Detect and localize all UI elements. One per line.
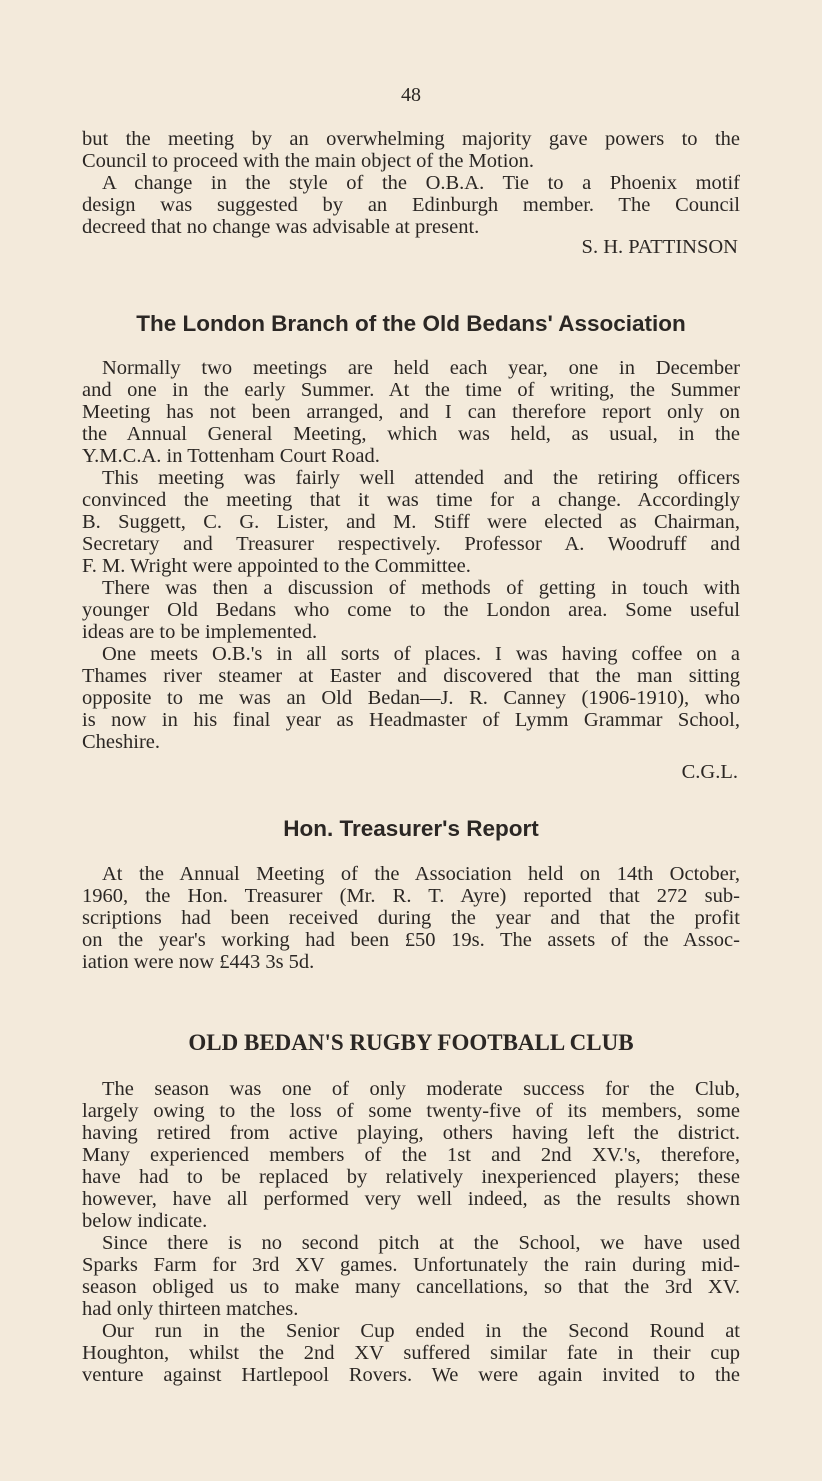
text-line: There was then a discussion of methods of getting in touch with bbox=[102, 577, 740, 599]
text-line: season obliged us to make many cancellations, so that the 3rd XV. bbox=[82, 1276, 740, 1298]
text-line: venture against Hartlepool Rovers. We were again invited to the bbox=[82, 1364, 740, 1386]
text-line: At the Annual Meeting of the Association held on 14th October, bbox=[102, 863, 740, 885]
london-branch-section bbox=[82, 357, 740, 783]
text-line: 1960, the Hon. Treasurer (Mr. R. T. Ayre) reported that 272 sub- bbox=[82, 885, 740, 907]
text-line: The season was one of only moderate success for the Club, bbox=[102, 1078, 740, 1100]
text-line: Cheshire. bbox=[82, 731, 160, 753]
oba-minutes-section bbox=[82, 128, 740, 258]
text-line: decreed that no change was advisable at present. bbox=[82, 216, 480, 238]
text-line: Our run in the Senior Cup ended in the Second Round at bbox=[102, 1320, 740, 1342]
text-line: largely owing to the loss of some twenty-five of its members, some bbox=[82, 1100, 740, 1122]
text-line: having retired from active playing, others having left the district. bbox=[82, 1122, 740, 1144]
text-line: F. M. Wright were appointed to the Committee. bbox=[82, 555, 471, 577]
text-line: Council to proceed with the main object of the Motion. bbox=[82, 150, 535, 172]
section-heading-rugby: OLD BEDAN'S RUGBY FOOTBALL CLUB bbox=[188, 1030, 634, 1055]
text-line: ideas are to be implemented. bbox=[82, 621, 318, 643]
text-line: the Annual General Meeting, which was held, as usual, in the bbox=[82, 423, 740, 445]
text-line: Houghton, whilst the 2nd XV suffered similar fate in their cup bbox=[82, 1342, 740, 1364]
text-line: and one in the early Summer. At the time of writing, the Summer bbox=[82, 379, 740, 401]
text-line: convinced the meeting that it was time for a change. Accordingly bbox=[82, 489, 740, 511]
page-number: 48 bbox=[401, 84, 421, 106]
text-line: Sparks Farm for 3rd XV games. Unfortunately the rain during mid- bbox=[82, 1254, 740, 1276]
signature: C.G.L. bbox=[681, 761, 738, 783]
text-line: however, have all performed very well indeed, as the results shown bbox=[82, 1188, 740, 1210]
text-line: scriptions had been received during the year and that the profit bbox=[82, 907, 740, 929]
text-line: A change in the style of the O.B.A. Tie to a Phoenix motif bbox=[102, 172, 740, 194]
section-heading-london-branch: The London Branch of the Old Bedans' Association bbox=[136, 311, 686, 336]
text-line: is now in his final year as Headmaster of Lymm Grammar School, bbox=[82, 709, 740, 731]
text-line: but the meeting by an overwhelming majority gave powers to the bbox=[82, 128, 740, 150]
text-line: on the year's working had been £50 19s. The assets of the Assoc- bbox=[82, 929, 740, 951]
text-line: had only thirteen matches. bbox=[82, 1298, 299, 1320]
text-line: Y.M.C.A. in Tottenham Court Road. bbox=[82, 445, 380, 467]
text-line: Many experienced members of the 1st and 2nd XV.'s, therefore, bbox=[82, 1144, 740, 1166]
text-line: Thames river steamer at Easter and discovered that the man sitting bbox=[82, 665, 740, 687]
rugby-section bbox=[82, 1078, 740, 1386]
text-line: B. Suggett, C. G. Lister, and M. Stiff were elected as Chairman, bbox=[82, 511, 740, 533]
text-line: Since there is no second pitch at the School, we have used bbox=[102, 1232, 740, 1254]
text-line: younger Old Bedans who come to the London area. Some useful bbox=[82, 599, 740, 621]
signature: S. H. PATTINSON bbox=[581, 236, 738, 258]
treasurer-section bbox=[82, 863, 740, 973]
text-line: opposite to me was an Old Bedan—J. R. Canney (1906-1910), who bbox=[82, 687, 740, 709]
text-line: design was suggested by an Edinburgh member. The Council bbox=[82, 194, 740, 216]
text-line: iation were now £443 3s 5d. bbox=[82, 951, 315, 973]
text-line: Meeting has not been arranged, and I can therefore report only on bbox=[82, 401, 740, 423]
text-line: have had to be replaced by relatively inexperienced players; these bbox=[82, 1166, 740, 1188]
text-line: below indicate. bbox=[82, 1210, 208, 1232]
text-line: Normally two meetings are held each year, one in December bbox=[102, 357, 740, 379]
text-line: One meets O.B.'s in all sorts of places. I was having coffee on a bbox=[102, 643, 740, 665]
section-heading-treasurer: Hon. Treasurer's Report bbox=[283, 816, 539, 841]
text-line: Secretary and Treasurer respectively. Professor A. Woodruff and bbox=[82, 533, 740, 555]
text-line: This meeting was fairly well attended and the retiring officers bbox=[102, 467, 740, 489]
